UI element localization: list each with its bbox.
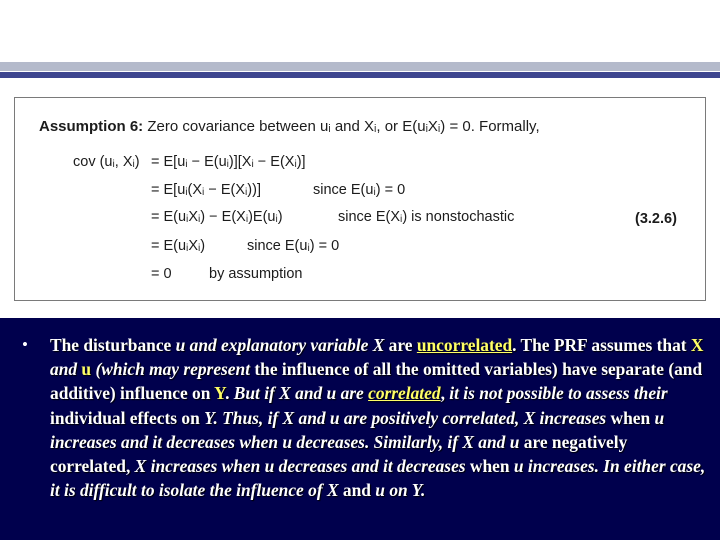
header-band-light <box>0 62 720 71</box>
text-segment: (which may represent <box>95 359 251 380</box>
equation-number: (3.2.6) <box>635 211 677 227</box>
text-segment: when <box>465 456 514 477</box>
assumption-label: Assumption 6: <box>39 118 144 135</box>
text-segment: u increases. In either case, it is difficult to isolate the influence of X <box>50 456 706 501</box>
highlight-u: u <box>81 359 92 380</box>
equation-note-3: since E(Xᵢ) is nonstochastic <box>338 209 515 225</box>
highlight-correlated: correlated <box>368 383 441 404</box>
text-segment: X increases when u decreases and it decreases <box>134 456 466 477</box>
assumption-text: Zero covariance between uᵢ and Xᵢ, or E(uᵢXᵢ) = 0. Formally, <box>147 118 540 135</box>
equation-line-5: = 0 <box>151 266 172 282</box>
text-segment: individual effects on <box>50 407 205 428</box>
text-segment: The disturbance <box>50 335 176 355</box>
text-segment: But if X and u are <box>233 383 364 404</box>
text-segment: it is not possible to assess their <box>449 383 668 404</box>
highlight-x: X <box>690 335 704 355</box>
text-segment: are negatively correlated, <box>50 431 628 477</box>
equation-note-4: since E(uᵢ) = 0 <box>247 238 340 254</box>
text-segment: the influence of all the omitted variables) have separate (and additive) influence on <box>50 359 703 404</box>
equation-line-1: = E[uᵢ − E(uᵢ)][Xᵢ − E(Xᵢ)] <box>151 154 306 170</box>
equation-note-2: since E(uᵢ) = 0 <box>313 182 406 198</box>
text-segment: u and explanatory variable X <box>175 335 385 355</box>
text-segment: and <box>50 359 82 380</box>
bullet-paragraph <box>50 333 710 502</box>
equation-line-2: = E[uᵢ(Xᵢ − E(Xᵢ))] <box>151 182 261 198</box>
highlight-uncorrelated: uncorrelated <box>416 335 513 355</box>
equation-line-3: = E(uᵢXᵢ) − E(Xᵢ)E(uᵢ) <box>151 209 283 225</box>
text-segment: u increases and it decreases when u decreases. Similarly, if X and u <box>50 407 665 452</box>
equation-image-box <box>14 97 706 301</box>
text-segment: , <box>440 383 450 404</box>
text-segment: Y. Thus, if X and u are positively correlated, X increases <box>204 407 607 428</box>
equation-lhs: cov (uᵢ, Xᵢ) <box>73 154 140 170</box>
equation-note-5: by assumption <box>209 266 303 282</box>
text-segment: u on Y. <box>375 480 426 501</box>
assumption-title <box>39 118 540 135</box>
text-segment: and <box>338 480 376 501</box>
text-segment: are <box>384 335 417 355</box>
bullet-marker: • <box>22 335 28 354</box>
header-band-dark <box>0 72 720 78</box>
text-segment: when <box>606 407 655 428</box>
text-segment: . The PRF assumes that <box>512 335 691 355</box>
highlight-y: Y <box>214 383 226 404</box>
text-segment: . <box>225 383 234 404</box>
equation-line-4: = E(uᵢXᵢ) <box>151 238 206 254</box>
